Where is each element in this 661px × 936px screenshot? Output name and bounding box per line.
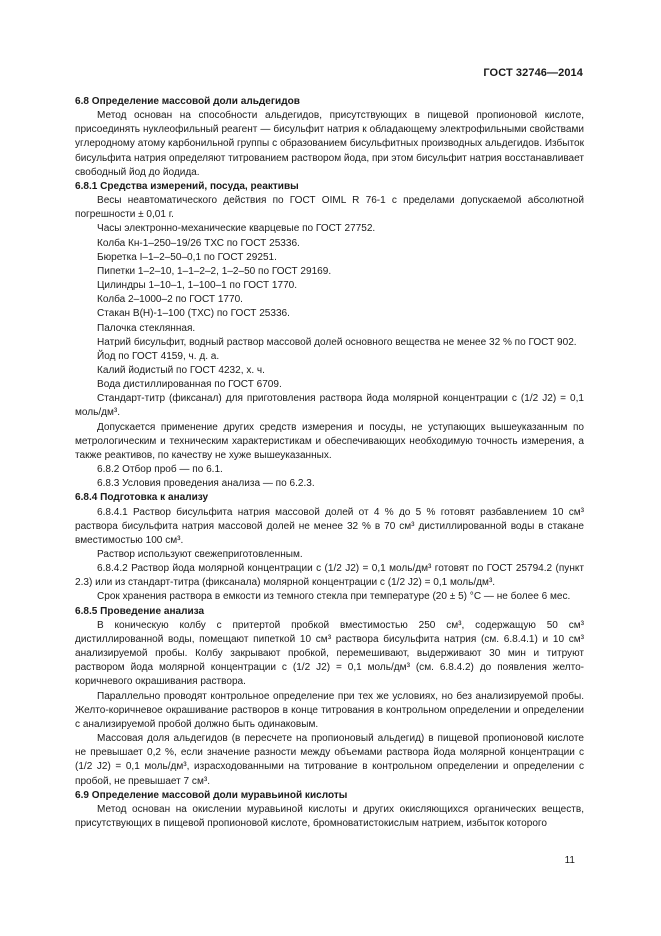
equipment-item: Колба Кн-1–250–19/26 ТХС по ГОСТ 25336. — [97, 237, 300, 249]
section-6-8-4-2: 6.8.4.2 Раствор йода молярной концентрации c (1/2 J2) = 0,1 моль/дм³ готовят по ГОСТ 25794.2 (пункт 2.3) или из стандарт-титра (фиксанала) молярной концентрации c (1/2 J2) = 0,1 моль/дм³. — [75, 563, 584, 589]
section-6-8-4-2-note: Срок хранения раствора в емкости из темного стекла при температуре (20 ± 5) °С — не более 6 мес. — [97, 591, 571, 603]
section-6-8-4-title: 6.8.4 Подготовка к анализу — [75, 492, 209, 504]
equipment-item: Пипетки 1–2–10, 1–1–2–2, 1–2–50 по ГОСТ 29169. — [97, 265, 332, 277]
analysis-paragraph: В коническую колбу с притертой пробкой вместимостью 250 см³, содержащую 50 см³ дистиллированной воды, помещают пипеткой 10 см³ раствора бисульфита натрия (см. 6.8.4.1) и 10 см³ анализируемой пробы. Колбу закрывают пробкой, перемешивают, выдерживают 30 мин и титруют раствором йода молярной концентрации c (1/2 J2) = 0,1 моль/дм³ (см. 6.8.4.2) до появления желто-коричневого окрашивания раствора. — [75, 619, 584, 688]
analysis-paragraph: Массовая доля альдегидов (в пересчете на пропионовый альдегид) в пищевой пропионовой кислоте не превышает 0,2 %, если значение разности между объемами раствора йода молярной концентрации c (1/2 J2) = 0,1 моль/дм³, израсходованными на титрование в контрольном определении и определении с пробой, не превышает 7 см³. — [75, 733, 584, 787]
section-6-8-title: 6.8 Определение массовой доли альдегидов — [75, 96, 300, 107]
section-6-9-intro: Метод основан на окислении муравьиной кислоты и других окисляющихся органических веществ, присутствующих в пищевой пропионовой кислоте, бромноватистокислым натрием, избыток которого — [75, 803, 584, 829]
section-6-8-5-title: 6.8.5 Проведение анализа — [75, 605, 205, 617]
substitution-note: Допускается применение других средств измерения и посуды, не уступающих вышеуказанным по метрологическим и техническим характеристикам и обеспечивающих необходимую точность измерения, а также реактивов, по качеству не хуже вышеуказанных. — [75, 421, 584, 461]
reagent-item: Стандарт-титр (фиксанал) для приготовления раствора йода молярной концентрации c (1/2 J2) = 0,1 моль/дм³. — [75, 393, 584, 419]
section-6-8-3: 6.8.3 Условия проведения анализа — по 6.2.3. — [97, 478, 315, 490]
section-6-8-4-1-note: Раствор используют свежеприготовленным. — [97, 549, 303, 560]
document-code-header: ГОСТ 32746—2014 — [483, 67, 583, 79]
reagent-item: Вода дистиллированная по ГОСТ 6709. — [97, 379, 282, 391]
section-6-8-4-1: 6.8.4.1 Раствор бисульфита натрия массовой долей от 4 % до 5 % готовят разбавлением 10 см³ раствора бисульфита натрия массовой долей не менее 32 % в 70 см³ дистиллированной воды в стакане вместимостью 100 см³. — [75, 506, 584, 546]
equipment-item: Цилиндры 1–10–1, 1–100–1 по ГОСТ 1770. — [97, 280, 298, 292]
reagent-item: Йод по ГОСТ 4159, ч. д. а. — [97, 350, 220, 362]
section-6-8-intro: Метод основан на способности альдегидов, присутствующих в пищевой пропионовой кислоте, присоединять нуклеофильный реагент — бисульфит натрия к обладающему электрофильными свойствами углеродному атому карбонильной группы с образованием бисульфитных производных альдегидов. Избыток бисульфита натрия определяют титрованием раствором йода, при этом бисульфит натрия восстанавливает свободный йод до йодида. — [75, 110, 584, 178]
equipment-item: Часы электронно-механические кварцевые по ГОСТ 27752. — [97, 223, 376, 235]
reagent-item: Натрий бисульфит, водный раствор массовой долей основного вещества не менее 32 % по ГОСТ 902. — [97, 336, 577, 348]
reagent-item: Калий йодистый по ГОСТ 4232, х. ч. — [97, 364, 265, 376]
page-content — [75, 95, 584, 831]
equipment-item: Весы неавтоматического действия по ГОСТ OIML R 76-1 с пределами допускаемой абсолютной погрешности ± 0,01 г. — [75, 195, 584, 221]
section-6-9-title: 6.9 Определение массовой доли муравьиной кислоты — [75, 789, 348, 801]
equipment-item: Стакан В(Н)-1–100 (ТХС) по ГОСТ 25336. — [97, 308, 290, 320]
analysis-paragraph: Параллельно проводят контрольное определение при тех же условиях, но без анализируемой пробы. Желто-коричневое окрашивание растворов в конце титрования в контрольном определении и определении с анализируемой пробой должно быть одинаковым. — [75, 690, 584, 730]
equipment-item: Палочка стеклянная. — [97, 322, 196, 334]
equipment-item: Колба 2–1000–2 по ГОСТ 1770. — [97, 294, 243, 306]
section-6-8-1-title: 6.8.1 Средства измерений, посуда, реактивы — [75, 180, 299, 192]
section-6-8-2: 6.8.2 Отбор проб — по 6.1. — [97, 464, 223, 476]
equipment-item: Бюретка I–1–2–50–0,1 по ГОСТ 29251. — [97, 251, 277, 263]
page-number: 11 — [564, 855, 575, 866]
